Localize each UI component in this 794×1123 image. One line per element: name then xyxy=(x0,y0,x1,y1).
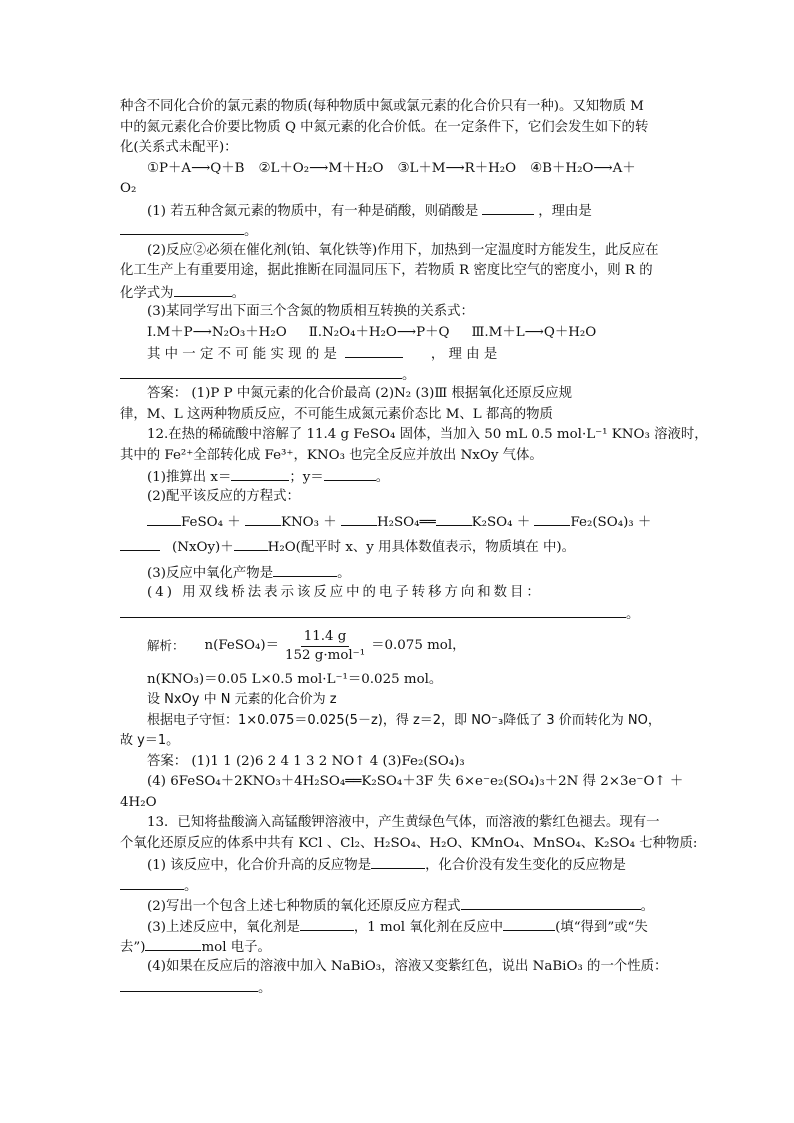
p12-answer-2: (4) 6FeSO₄＋2KNO₃＋4H₂SO₄══K₂SO₄＋3F 失 6×e⁻e₂(SO₄)₃＋2N 得 2×3e⁻O↑ ＋ xyxy=(147,774,684,789)
p11-line-3: 化(关系式未配平)： xyxy=(120,140,238,155)
analysis-label: 解析： xyxy=(147,638,185,654)
p11-q1: (1) 若五种含氮元素的物质中，有一种是硝酸，则硝酸是 ，理由是 xyxy=(120,200,675,221)
p12-q4: (4) 用双线桥法表示该反应中的电子转移方向和数目： xyxy=(147,584,543,600)
reaction-4: ④B＋H₂O⟶A＋ xyxy=(530,160,636,176)
p12-analysis-5: 故 y＝1。 xyxy=(120,733,180,748)
p12-analysis-3: 设 NxOy 中 N 元素的化合价为 z xyxy=(147,692,337,707)
relation-1: Ⅰ.M＋P⟶N₂O₃＋H₂O xyxy=(147,324,287,340)
coef-blank[interactable] xyxy=(147,511,181,526)
p12-q2: (2)配平该反应的方程式： xyxy=(147,488,300,504)
coef-blank[interactable] xyxy=(534,511,570,526)
relation-3: Ⅲ.M＋L⟶Q＋H₂O xyxy=(471,324,597,340)
answer-blank[interactable] xyxy=(300,916,354,931)
p13-q1: (1) 该反应中，化合价升高的反应物是 ，化合价没有发生变化的反应物是 xyxy=(120,854,675,875)
answer-blank[interactable] xyxy=(461,895,641,910)
p13-q2: (2)写出一个包含上述七种物质的氧化还原反应方程式 。 xyxy=(120,895,675,916)
p11-line-1: 种含不同化合价的氯元素的物质(每种物质中氮或氯元素的化合价只有一种)。又知物质 M xyxy=(120,99,644,114)
answer-blank[interactable] xyxy=(145,936,201,951)
p11-q2-line-3: 化学式为 。 xyxy=(120,282,675,303)
p11-q1-cont: 。 xyxy=(120,220,675,241)
p12-balance-equation-cont: (NxOy)＋ H₂O(配平时 x、y 用具体数值表示，物质填在 中)。 xyxy=(120,536,675,557)
p13-q4: (4)如果在反应后的溶液中加入 NaBiO₃，溶液又变紫红色，说出 NaBiO₃ 的一个性质： xyxy=(147,958,668,974)
reaction-1: ①P＋A⟶Q＋B xyxy=(147,160,245,176)
answer-blank[interactable] xyxy=(273,562,337,577)
reaction-4-cont: O₂ xyxy=(120,181,137,196)
coef-blank[interactable] xyxy=(234,536,268,551)
p12-q1: (1)推算出 x＝ ；y＝ 。 xyxy=(120,466,675,487)
p13-q1-cont: 。 xyxy=(120,875,675,896)
p12-answer-1: 答案： (1)1 1 (2)6 2 4 1 3 2 NO↑ 4 (3)Fe₂(SO₄)₃ xyxy=(147,753,465,769)
p11-q2-line-2: 化工生产上有重要用途，据此推断在同温同压下，若物质 R 密度比空气的密度小，则 R 的 xyxy=(120,263,653,278)
coef-blank[interactable] xyxy=(436,511,472,526)
p11-q3-reason: 。 xyxy=(120,364,675,385)
x-blank[interactable] xyxy=(231,466,289,481)
answer-blank[interactable] xyxy=(120,977,258,992)
answer-blank[interactable] xyxy=(482,200,534,215)
answer-blank[interactable] xyxy=(345,343,403,358)
p11-answer-1: 答案： (1)P P 中氮元素的化合价最高 (2)N₂ (3)Ⅲ 根据氧化还原反应规 xyxy=(147,386,573,401)
p12-balance-equation: FeSO₄ ＋ KNO₃ ＋ H₂SO₄══ K₂SO₄ ＋ Fe₂(SO₄)₃ ＋ xyxy=(120,511,675,532)
p13-q3-cont: 去”) mol 电子。 xyxy=(120,936,675,957)
answer-blank[interactable] xyxy=(120,603,626,618)
answer-blank[interactable] xyxy=(174,282,232,297)
p12-analysis-2: n(KNO₃)＝0.05 L×0.5 mol·L⁻¹＝0.025 mol。 xyxy=(147,671,443,687)
relation-2: Ⅱ.N₂O₄＋H₂O⟶P＋Q xyxy=(308,324,450,340)
answer-blank[interactable] xyxy=(371,854,425,869)
reaction-3: ③L＋M⟶R＋H₂O xyxy=(397,160,517,176)
document-page xyxy=(120,97,708,998)
p12-analysis-1: 解析： n(FeSO₄)＝ $\frac{11.4 g}{\text{152 g·mol⁻¹}}$ ＝0.075 mol， xyxy=(147,629,466,663)
p11-q3-intro: (3)某同学写出下面三个含氮的物质相互转换的关系式： xyxy=(147,304,474,319)
reaction-2: ②L＋O₂⟶M＋H₂O xyxy=(258,160,384,176)
p11-line-2: 中的氮元素化合价要比物质 Q 中氮元素的化合价低。在一定条件下，它们会发生如下的转 xyxy=(120,119,649,135)
p11-q3-question: 其 中 一 定 不 可 能 实 现 的 是 ， 理 由 是 xyxy=(120,343,675,364)
p12-q4-cont: 。 xyxy=(120,603,675,624)
p13-q3: (3)上述反应中，氧化剂是 ，1 mol 氧化剂在反应中 (填“得到”或“失 xyxy=(120,916,675,937)
answer-blank[interactable] xyxy=(120,220,244,235)
p11-q3-relations xyxy=(120,323,675,344)
p12-analysis-4: 根据电子守恒：1×0.075＝0.025(5－z)，得 z＝2，即 NO⁻₃降低了 3 价而转化为 NO， xyxy=(147,712,661,728)
p11-reactions xyxy=(120,159,675,180)
answer-blank[interactable] xyxy=(503,916,555,931)
p13-line-1: 13．已知将盐酸滴入高锰酸钾溶液中，产生黄绿色气体，而溶液的紫红色褪去。现有一 xyxy=(147,815,660,830)
coef-blank[interactable] xyxy=(245,511,281,526)
p11-answer-2: 律，M、L 这两种物质反应，不可能生成氮元素价态比 M、L 都高的物质 xyxy=(120,406,553,422)
answer-blank[interactable] xyxy=(120,875,184,890)
p12-q3: (3)反应中氧化产物是 。 xyxy=(120,562,675,583)
answer-blank[interactable] xyxy=(120,364,402,379)
p12-line-2: 其中的 Fe²⁺全部转化成 Fe³⁺，KNO₃ 也完全反应并放出 NxOy 气体。 xyxy=(120,447,543,463)
p13-q4-cont: 。 xyxy=(120,977,675,998)
y-blank[interactable] xyxy=(324,466,376,481)
fraction: $\frac{11.4 g}{\text{152 g·mol⁻¹}}$ xyxy=(284,629,366,663)
coef-blank[interactable] xyxy=(341,511,377,526)
p12-answer-3: 4H₂O xyxy=(120,794,157,810)
p12-line-1: 12.在热的稀硫酸中溶解了 11.4 g FeSO₄ 固体，当加入 50 mL 0.5 mol·L⁻¹ KNO₃ 溶液时， xyxy=(147,427,708,442)
coef-blank[interactable] xyxy=(120,536,160,551)
p13-line-2: 个氧化还原反应的体系中共有 KCl 、Cl₂、H₂SO₄、H₂O、KMnO₄、MnSO₄、K₂SO₄ 七种物质: xyxy=(120,835,698,851)
p11-q2-line-1: (2)反应②必须在催化剂(铂、氧化铁等)作用下，加热到一定温度时方能发生，此反应在 xyxy=(147,242,659,258)
